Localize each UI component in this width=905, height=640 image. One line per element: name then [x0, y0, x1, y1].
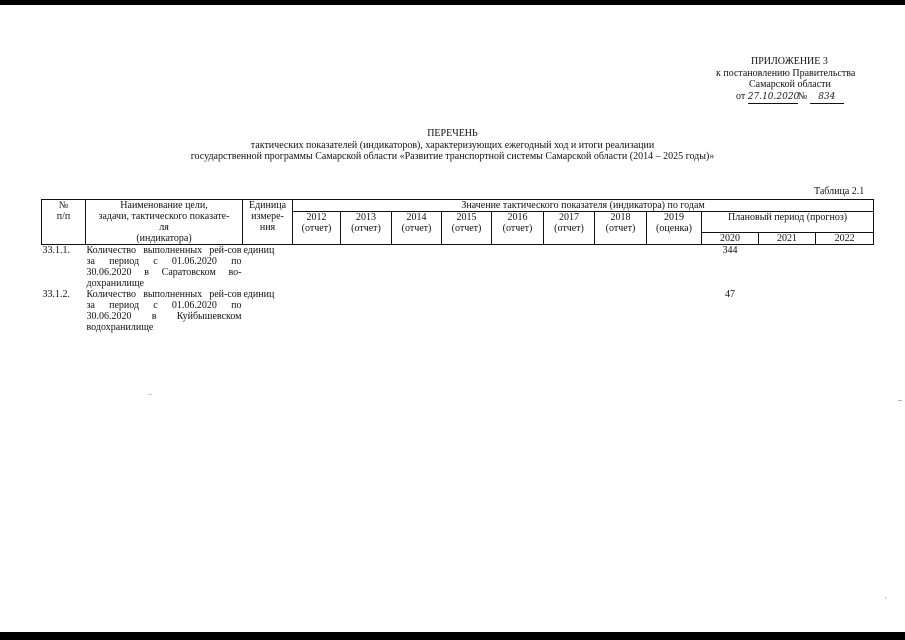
appendix-date-line [700, 91, 890, 105]
indicators-table [41, 199, 874, 333]
header-year-2014: 2014 (отчет) [392, 212, 442, 245]
document-subtitle-1: тактических показателей (индикаторов), характеризующих ежегодный ход и итоги реализации [250, 140, 655, 151]
header-year-2012: 2012 (отчет) [293, 212, 341, 245]
row-value-2020: 47 [725, 289, 735, 300]
row-indicator-name: Количество выполненных рей-сов за период с 01.06.2020 по 30.06.2020 в Куйбышевском водохранилище [86, 289, 242, 333]
header-number: № п/п [42, 200, 86, 245]
bottom-scan-border [0, 632, 905, 640]
row-unit: единиц [243, 289, 275, 300]
scan-speck: – [898, 395, 902, 404]
scan-speck: ⁻ [148, 392, 153, 401]
appendix-region: Самарской области [749, 79, 831, 90]
row-number: 33.1.2. [42, 289, 70, 300]
row-indicator-name: Количество выполненных рей-сов за период с 01.06.2020 по 30.06.2020 в Саратовском во-дохранилище [86, 245, 242, 289]
header-unit: Единица измере- ния [243, 200, 293, 245]
header-year-2013: 2013 (отчет) [341, 212, 392, 245]
header-plan-period: Плановый период (прогноз) [702, 212, 874, 233]
table-row [42, 245, 874, 290]
header-year-2015: 2015 (отчет) [442, 212, 492, 245]
scan-speck: · [884, 594, 887, 603]
handwritten-number: 834 [810, 92, 844, 105]
header-year-2016: 2016 (отчет) [492, 212, 544, 245]
header-year-2022: 2022 [816, 233, 874, 245]
number-label: № [797, 90, 808, 102]
row-unit: единиц [243, 245, 275, 256]
appendix-block [700, 56, 890, 104]
handwritten-date: 27.10.2020 [748, 92, 798, 105]
appendix-title: ПРИЛОЖЕНИЕ 3 [751, 56, 828, 67]
from-label: от [736, 90, 746, 102]
row-number: 33.1.1. [42, 245, 70, 256]
table-row [42, 289, 874, 333]
table-label: Таблица 2.1 [814, 186, 865, 197]
header-year-2021: 2021 [759, 233, 816, 245]
header-year-2020: 2020 [702, 233, 759, 245]
document-title: ПЕРЕЧЕНЬ [427, 128, 478, 139]
top-scan-border [0, 0, 905, 5]
document-subtitle-2: государственной программы Самарской области «Развитие транспортной системы Самарской области (2014 – 2025 годы)» [190, 151, 715, 162]
header-year-2017: 2017 (отчет) [544, 212, 595, 245]
header-name: Наименование цели, задачи, тактического показате- ля (индикатора) [86, 200, 243, 245]
row-value-2020: 344 [722, 245, 738, 256]
header-year-2018: 2018 (отчет) [595, 212, 647, 245]
appendix-decree: к постановлению Правительства [716, 67, 856, 79]
header-year-2019: 2019 (оценка) [647, 212, 702, 245]
header-values-by-year: Значение тактического показателя (индикатора) по годам [293, 200, 874, 212]
